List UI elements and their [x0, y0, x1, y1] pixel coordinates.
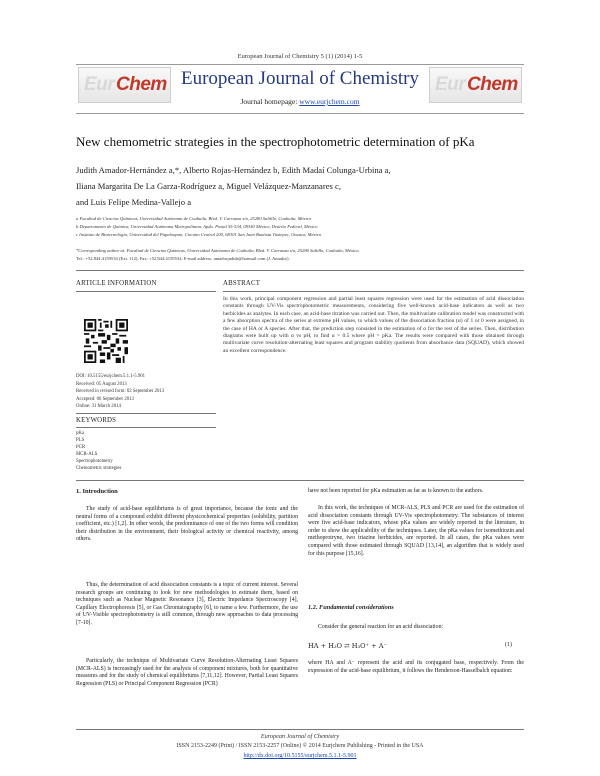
equation-1: HA + H₂O ⇄ H₃O⁺ + A⁻	[308, 642, 387, 650]
abstract-text: In this work, principal component regression and partial least squares regression were used for the estimation of acid dissociation constants through UV-Vis spectrophotometric measurements, considering five well-known acid-base indicators as well as two herbicides as analytes. In each case, an acid-base titration was carried out. Then, the multivariate calibration model was constructed with a few absorption spectra of the series at extreme pH values, to which values of the dissociation fraction (α) of 1 or 0 were assigned, in the case of HA or A species. After that, the prediction step consisted in the estimation of α for the rest of the series. Then, distribution diagrams were built up with α vs pH, to find α = 0.5 where pH = pKa. The results were compared with those obtained through multivariate curve resolution-alternating least squares and program stability quotients from absorbance data (SQUAD), which showed an excellent correspondence.	[223, 296, 524, 354]
author-line: Iliana Margarita De La Garza-Rodríguez a, Miguel Velázquez-Manzanares c,	[76, 181, 342, 191]
homepage-link[interactable]: www.eurjchem.com	[299, 97, 360, 106]
doi-label: DOI: 10.5155/eurjchem.5.1.1-5.901	[76, 374, 146, 379]
section-divider	[76, 270, 524, 271]
keywords-rule	[76, 427, 216, 428]
footer-issn: ISSN 2153-2249 (Print) / ISSN 2153-2257 (Online) © 2014 Eurjchem Publishing - Printed in the USA	[176, 743, 424, 749]
logo-text-chem: Chem	[116, 74, 167, 95]
intro-paragraph: Particularly, the technique of Multivariate Curve Resolution-Alternating Least Squares (MCR-ALS) is increasingly used for the analysis of component mixtures, both for quantitative measures and for the study of chemical equilibriums [7,11,12]. However, Partial Least Squares Regression (PLS) or Principal Component Regression (PCR)	[76, 658, 298, 687]
footer-rule	[76, 729, 524, 730]
header-bottom-rule	[76, 113, 524, 114]
article-info-heading: ARTICLE INFORMATION	[76, 280, 157, 287]
footer-journal-name: European Journal of Chemistry	[260, 733, 340, 740]
intro-paragraph: Thus, the determination of acid dissociation constants is a topic of current interest. Several research groups are continuing to look for new methodologies to estimate them, based on techniques such as Nuclear Magnetic Resonance [3], Electric Impedance Spectroscopy [4], Capillary Electrophoresis [5], or Gas Chromatography [6], to name a few. Furthermore, the use of UV-Visible spectrophotometry is still common, through new approaches to data processing [7-10].	[76, 582, 298, 626]
article-info-rule	[76, 291, 216, 292]
keyword: Chemometric strategies	[76, 466, 122, 472]
header-top-rule	[76, 64, 524, 65]
abstract-rule	[223, 291, 524, 292]
logo-text-chem: Chem	[467, 74, 518, 95]
logo-text-eur: Eur	[84, 74, 115, 95]
correspondence-line: Tel.: +52.844.4159534 (Ext. 112). Fax: +52.844.4159534. E-mail address: amadorjudith@hotmail.com (J. Amador).	[76, 256, 290, 261]
correspondence-line: *Corresponding author at: Facultad de Ciencias Químicas, Universidad Autónoma de Coahuila, Blvd. V. Carranza s/n, 25280 Saltillo, Coahuila, México.	[76, 248, 360, 253]
keyword-list	[76, 430, 216, 473]
affiliation: a Facultad de Ciencias Químicas, Universidad Autónoma de Coahuila, Blvd. V. Carranza s/n, 25280 Saltillo, Coahuila, México	[76, 216, 312, 221]
intro-paragraph: In this work, the techniques of MCR-ALS, PLS and PCR are used for the estimation of acid dissociation constants through UV-Vis spectrophotometry. The substances of interest were five acid-base indicators, whose pKa values are widely reported in the literature, in order to show the applicability of the techniques. Later, the pKa values for isomethiozin and methoprotryne, two triazine herbicides, are reported. In all cases, the pKa values were compared with those estimated through SQUAD [13,14], an algorithm that is widely used for this purpose [15,16].	[308, 505, 524, 557]
article-dates	[76, 381, 216, 410]
intro-paragraph: where HA and A⁻ represent the acid and its conjugated base, respectively. From the expression of the acid-base equilibrium, it follows the Henderson-Hasselbalch equation:	[308, 660, 524, 674]
homepage-label: Journal homepage:	[240, 97, 300, 106]
keywords-top-rule	[76, 413, 216, 414]
keyword: PLS	[76, 438, 85, 444]
author-line: and Luis Felipe Medina-Vallejo a	[76, 197, 192, 207]
intro-paragraph: Consider the general reaction for an acid dissociation:	[318, 624, 444, 630]
introduction-heading: 1. Introduction	[76, 488, 118, 495]
abstract-heading: ABSTRACT	[223, 280, 261, 287]
intro-paragraph: have not been reported for pKa estimation as far as is known to the authors.	[308, 488, 484, 494]
keyword: MCR-ALS	[76, 452, 98, 458]
body-divider	[76, 480, 524, 481]
subsection-heading: 1.2. Fundamental considerations	[308, 604, 394, 611]
date-online: Online: 31 March 2014	[76, 403, 121, 409]
keyword: PCR	[76, 445, 86, 451]
journal-homepage	[176, 97, 424, 106]
journal-title: European Journal of Chemistry	[181, 68, 419, 89]
journal-logo-right	[429, 67, 522, 103]
logo-text-eur: Eur	[435, 74, 466, 95]
date-accepted: Accepted: 06 September 2013	[76, 396, 134, 402]
keywords-heading: KEYWORDS	[76, 417, 117, 424]
intro-paragraph: The study of acid-base equilibriums is of great importance, because the ionic and the neutral forms of a compound exhibit different physicochemical properties (solubility, partition coefficient, etc.) [1,2]. In other words, the predominance of one of the two forms will condition their distribution in the environment, their biological activity or chemical reactivity, among others.	[76, 506, 298, 543]
author-line: Judith Amador-Hernández a,*, Alberto Rojas-Hernández b, Edith Madaí Colunga-Urbina a,	[76, 165, 391, 175]
date-received: Received: 05 August 2013	[76, 382, 127, 387]
qr-code-icon	[84, 319, 128, 363]
running-header: European Journal of Chemistry 5 (1) (2014) 1-5	[237, 53, 363, 60]
affiliation: b Departamento de Química, Universidad Autónoma Metropolitana, Apdo. Postal 55-534, 09340 México, Distrito Federal, México	[76, 224, 318, 229]
article-title: New chemometric strategies in the spectrophotometric determination of pKa	[76, 134, 475, 149]
keyword: pKa	[76, 431, 84, 436]
equation-number: (1)	[505, 642, 512, 648]
author-list	[76, 162, 536, 210]
journal-logo-left	[78, 67, 171, 103]
keyword: Spectrophotometry	[76, 459, 113, 465]
affiliation: c Instituto de Biotecnología, Universidad del Papaloapan, Circuito Central 200, 68301 San Juan Bautista Tuxtepec, Oaxaca, México	[76, 232, 322, 237]
footer-doi-link[interactable]: http://dx.doi.org/10.5155/eurjchem.5.1.1-5.901	[243, 753, 357, 759]
date-revised: Received in revised form: 02 September 2013	[76, 389, 165, 395]
